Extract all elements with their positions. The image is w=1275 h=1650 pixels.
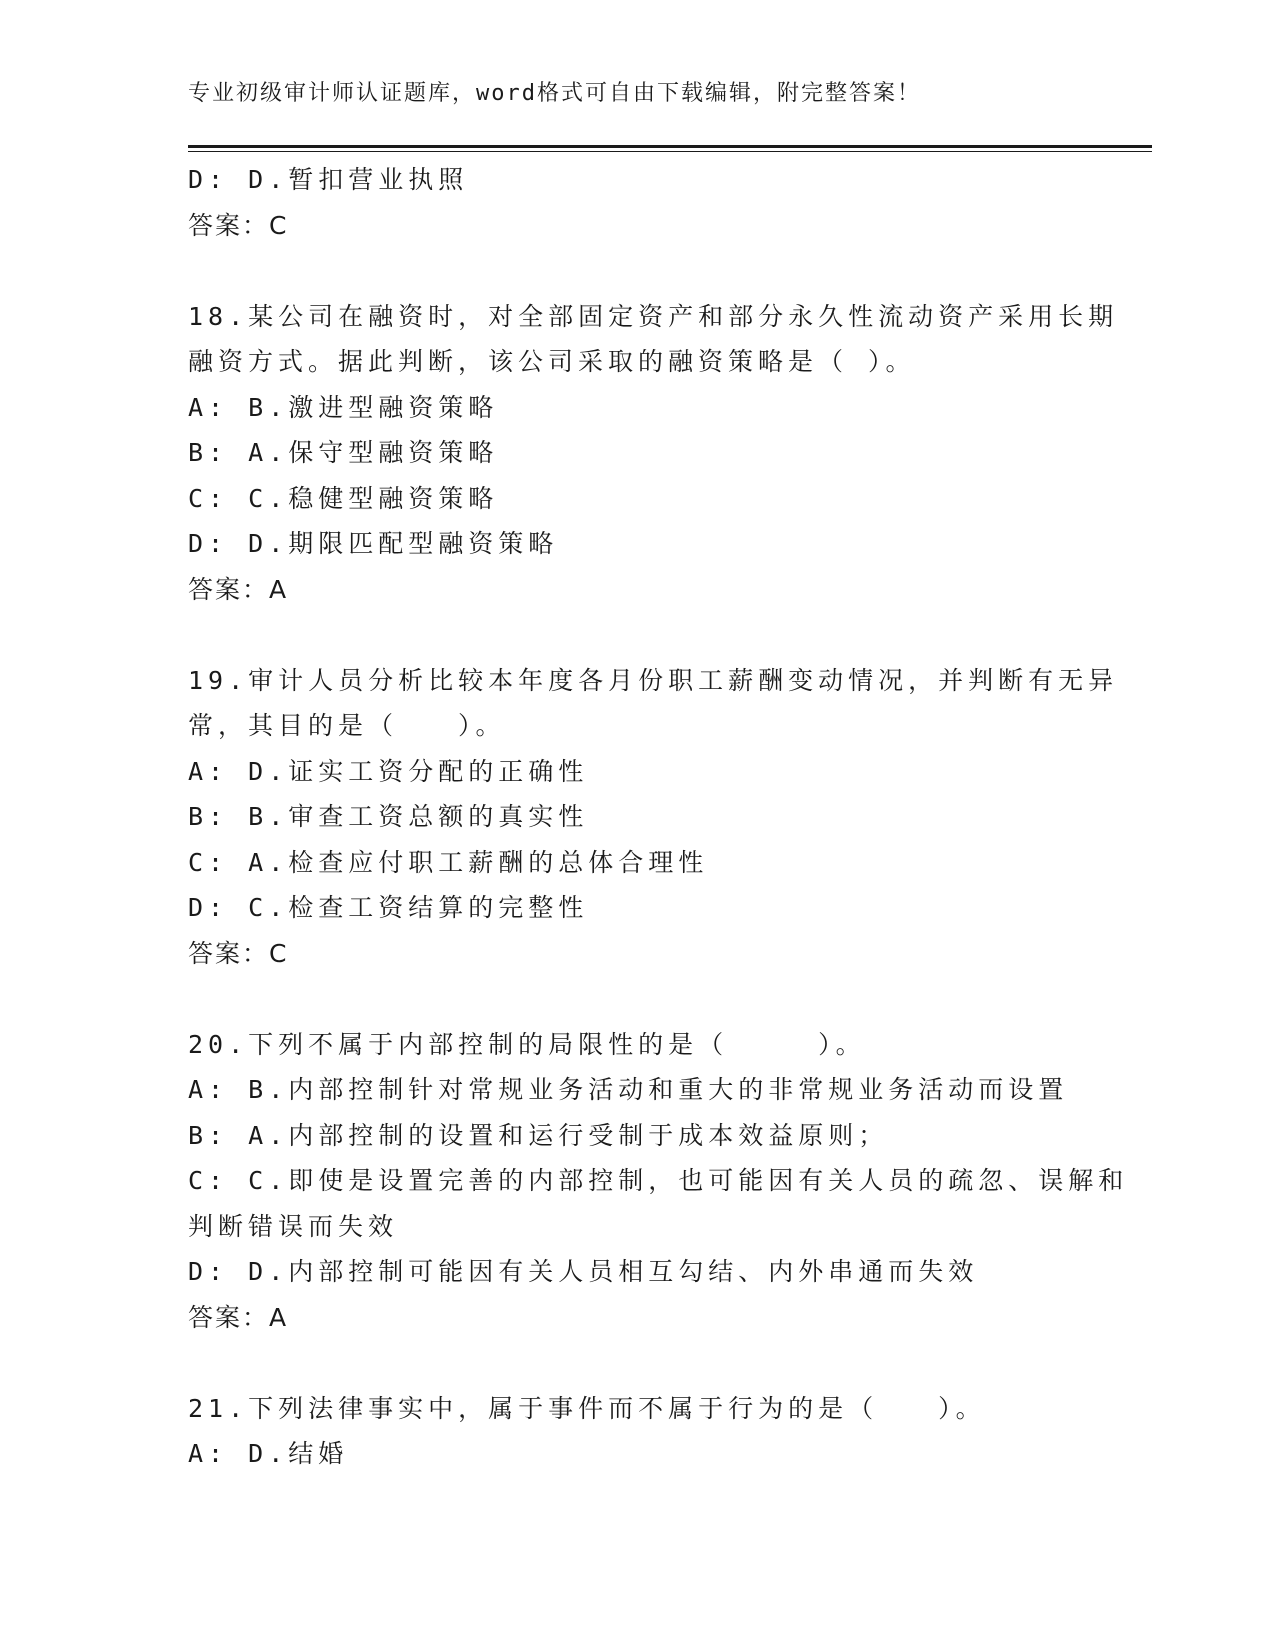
q20-option-a: A: B.内部控制针对常规业务活动和重大的非常规业务活动而设置 <box>188 1075 1069 1104</box>
q18-option-c: C: C.稳健型融资策略 <box>188 483 499 513</box>
page-header: 专业初级审计师认证题库，word格式可自由下载编辑，附完整答案！ <box>188 81 921 106</box>
q18-option-b: B: A.保守型融资策略 <box>188 438 499 467</box>
q18-option-d: D: D.期限匹配型融资策略 <box>188 529 559 558</box>
question-content <box>188 157 1129 1477</box>
q20-stem-line-1: 20.下列不属于内部控制的局限性的是（ ）。 <box>188 1029 866 1059</box>
header-rule-thin <box>188 151 1152 152</box>
spacer <box>188 1340 1088 1386</box>
q19-answer: 答案：C <box>188 938 289 968</box>
q20-option-c-continued: 判断错误而失效 <box>188 1211 399 1241</box>
q20-option-b: B: A.内部控制的设置和运行受制于成本效益原则； <box>188 1120 889 1150</box>
q20-answer: 答案：A <box>188 1302 289 1332</box>
spacer <box>188 612 1088 658</box>
spacer <box>188 976 1088 1022</box>
q19-option-c: C: A.检查应付职工薪酬的总体合理性 <box>188 847 709 877</box>
q20-option-d: D: D.内部控制可能因有关人员相互勾结、内外串通而失效 <box>188 1257 979 1286</box>
q20-option-c: C: C.即使是设置完善的内部控制，也可能因有关人员的疏忽、误解和 <box>188 1166 1129 1195</box>
q19-option-d: D: C.检查工资结算的完整性 <box>188 893 589 922</box>
q19-option-b: B: B.审查工资总额的真实性 <box>188 802 589 831</box>
q17-answer: 答案：C <box>188 210 289 240</box>
q21-option-a: A: D.结婚 <box>188 1439 349 1468</box>
q19-option-a: A: D.证实工资分配的正确性 <box>188 756 589 786</box>
q18-stem-line-1: 18.某公司在融资时，对全部固定资产和部分永久性流动资产采用长期 <box>188 301 1119 331</box>
q18-answer: 答案：A <box>188 574 289 604</box>
q19-stem-line-2: 常，其目的是（ ）。 <box>188 711 506 740</box>
header-rule-thick <box>188 145 1152 148</box>
q18-stem-line-2: 融资方式。据此判断，该公司采取的融资策略是（ ）。 <box>188 347 916 376</box>
q21-stem-line-1: 21.下列法律事实中，属于事件而不属于行为的是（ ）。 <box>188 1393 986 1423</box>
q19-stem-line-1: 19.审计人员分析比较本年度各月份职工薪酬变动情况，并判断有无异 <box>188 665 1119 695</box>
q18-option-a: A: B.激进型融资策略 <box>188 392 499 422</box>
q17-option-d: D: D.暂扣营业执照 <box>188 165 469 194</box>
spacer <box>188 248 1088 294</box>
